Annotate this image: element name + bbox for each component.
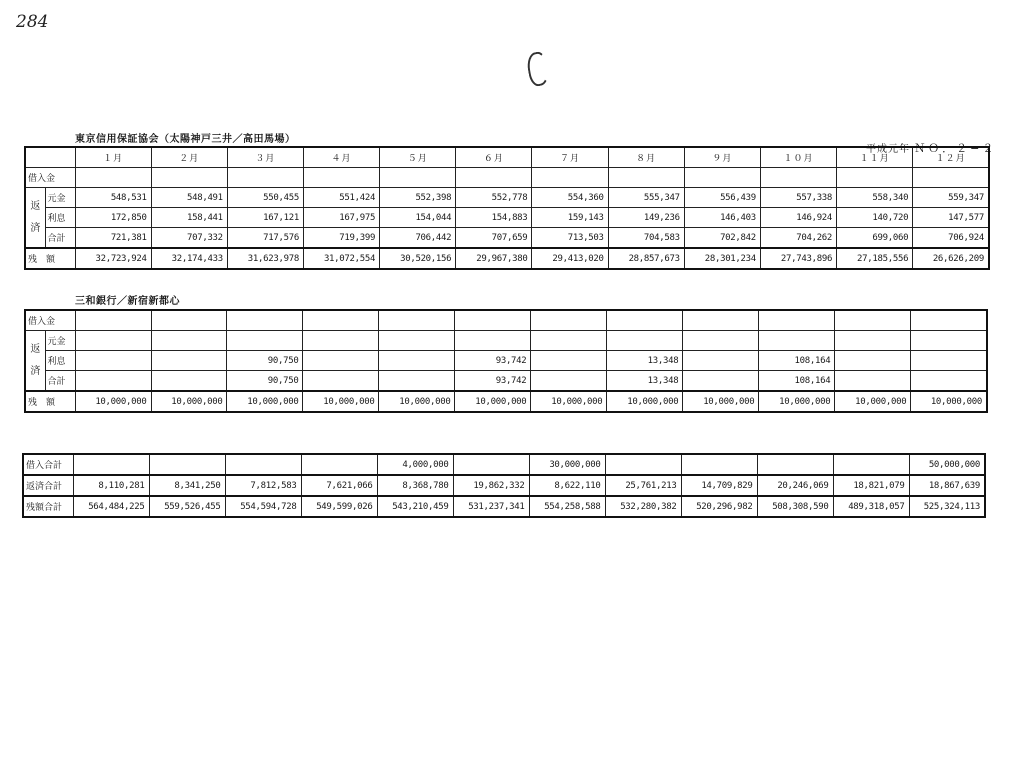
principal-cell-11 — [835, 331, 911, 351]
label-interest: 利息 — [45, 351, 75, 371]
balance-total-cell-10: 508,308,590 — [757, 496, 833, 517]
table-tokyo-credit — [24, 146, 990, 270]
balance-cell-3: 10,000,000 — [227, 391, 303, 412]
borrow-total-cell-8 — [605, 454, 681, 475]
principal-cell-3: 550,455 — [227, 188, 303, 208]
seal-mark — [525, 51, 551, 88]
month-header-2: ２月 — [151, 147, 227, 168]
borrow-total-cell-3 — [225, 454, 301, 475]
label-borrow: 借入金 — [25, 168, 75, 188]
subtotal-cell-2: 707,332 — [151, 228, 227, 249]
interest-cell-4 — [303, 351, 379, 371]
subtotal-cell-8: 13,348 — [607, 371, 683, 392]
month-header-3: ３月 — [227, 147, 303, 168]
table-header-row — [25, 147, 989, 168]
subtotal-cell-8: 704,583 — [608, 228, 684, 249]
balance-cell-11: 10,000,000 — [835, 391, 911, 412]
subtotal-cell-4: 719,399 — [303, 228, 379, 249]
borrow-cell-6 — [455, 310, 531, 331]
borrow-total-cell-9 — [681, 454, 757, 475]
principal-cell-2: 548,491 — [151, 188, 227, 208]
balance-total-cell-4: 549,599,026 — [301, 496, 377, 517]
repay-total-cell-4: 7,621,066 — [301, 475, 377, 496]
interest-cell-7 — [531, 351, 607, 371]
borrow-cell-3 — [227, 310, 303, 331]
interest-cell-7: 159,143 — [532, 208, 608, 228]
interest-cell-9: 146,403 — [684, 208, 760, 228]
principal-cell-6 — [455, 331, 531, 351]
balance-cell-6: 10,000,000 — [455, 391, 531, 412]
principal-cell-1 — [75, 331, 151, 351]
borrow-cell-4 — [303, 310, 379, 331]
subtotal-cell-12 — [911, 371, 987, 392]
repay-char-1: 返 — [30, 200, 41, 212]
subtotal-cell-11 — [835, 371, 911, 392]
balance-cell-1: 10,000,000 — [75, 391, 151, 412]
row-subtotal — [25, 228, 989, 249]
interest-cell-4: 167,975 — [303, 208, 379, 228]
interest-cell-9 — [683, 351, 759, 371]
section2-title: 三和銀行／新宿新都心 — [75, 296, 180, 307]
document-no: ＮＯ．２−２ — [914, 142, 997, 155]
row-interest — [25, 351, 987, 371]
month-header-11: １１月 — [837, 147, 913, 168]
balance-cell-5: 30,520,156 — [380, 248, 456, 269]
borrow-cell-10 — [760, 168, 836, 188]
borrow-cell-8 — [607, 310, 683, 331]
borrow-cell-4 — [303, 168, 379, 188]
label-balance: 残 額 — [25, 248, 75, 269]
balance-total-cell-11: 489,318,057 — [833, 496, 909, 517]
month-header-1: １月 — [75, 147, 151, 168]
borrow-cell-1 — [75, 310, 151, 331]
principal-cell-10 — [759, 331, 835, 351]
borrow-cell-7 — [532, 168, 608, 188]
borrow-cell-8 — [608, 168, 684, 188]
balance-total-cell-7: 554,258,588 — [529, 496, 605, 517]
interest-cell-1 — [75, 351, 151, 371]
repay-total-cell-11: 18,821,079 — [833, 475, 909, 496]
document-era: 平成元年 — [866, 144, 910, 155]
principal-cell-1: 548,531 — [75, 188, 151, 208]
repay-total-cell-7: 8,622,110 — [529, 475, 605, 496]
repay-total-cell-12: 18,867,639 — [909, 475, 985, 496]
repay-total-cell-8: 25,761,213 — [605, 475, 681, 496]
interest-cell-10: 146,924 — [760, 208, 836, 228]
month-header-8: ８月 — [608, 147, 684, 168]
balance-total-cell-1: 564,484,225 — [73, 496, 149, 517]
principal-cell-12 — [911, 331, 987, 351]
balance-cell-4: 31,072,554 — [303, 248, 379, 269]
balance-cell-5: 10,000,000 — [379, 391, 455, 412]
label-borrow: 借入金 — [25, 310, 75, 331]
repay-char-1: 返 — [30, 343, 41, 355]
borrow-total-cell-7: 30,000,000 — [529, 454, 605, 475]
label-repay-side — [25, 188, 45, 249]
balance-cell-4: 10,000,000 — [303, 391, 379, 412]
repay-total-cell-2: 8,341,250 — [149, 475, 225, 496]
principal-cell-7 — [531, 331, 607, 351]
principal-cell-11: 558,340 — [837, 188, 913, 208]
borrow-cell-11 — [835, 310, 911, 331]
table-sanwa-bank — [24, 309, 988, 413]
subtotal-cell-7 — [531, 371, 607, 392]
principal-cell-7: 554,360 — [532, 188, 608, 208]
month-header-10: １０月 — [760, 147, 836, 168]
borrow-cell-7 — [531, 310, 607, 331]
month-header-7: ７月 — [532, 147, 608, 168]
interest-cell-11 — [835, 351, 911, 371]
balance-cell-10: 10,000,000 — [759, 391, 835, 412]
month-header-4: ４月 — [303, 147, 379, 168]
subtotal-cell-12: 706,924 — [913, 228, 989, 249]
borrow-cell-5 — [380, 168, 456, 188]
interest-cell-3: 90,750 — [227, 351, 303, 371]
balance-total-cell-9: 520,296,982 — [681, 496, 757, 517]
label-subtotal: 合計 — [45, 228, 75, 249]
row-principal — [25, 188, 989, 208]
label-repay-side — [25, 331, 45, 392]
subtotal-cell-9 — [683, 371, 759, 392]
month-header-12: １２月 — [913, 147, 989, 168]
month-header-5: ５月 — [380, 147, 456, 168]
subtotal-cell-11: 699,060 — [837, 228, 913, 249]
balance-total-cell-6: 531,237,341 — [453, 496, 529, 517]
balance-cell-8: 10,000,000 — [607, 391, 683, 412]
borrow-cell-11 — [837, 168, 913, 188]
interest-cell-1: 172,850 — [75, 208, 151, 228]
label-subtotal: 合計 — [45, 371, 75, 392]
subtotal-cell-4 — [303, 371, 379, 392]
borrow-cell-2 — [151, 168, 227, 188]
month-header-9: ９月 — [684, 147, 760, 168]
repay-total-cell-10: 20,246,069 — [757, 475, 833, 496]
borrow-cell-12 — [911, 310, 987, 331]
borrow-total-cell-5: 4,000,000 — [377, 454, 453, 475]
subtotal-cell-1: 721,381 — [75, 228, 151, 249]
interest-cell-8: 149,236 — [608, 208, 684, 228]
balance-cell-11: 27,185,556 — [837, 248, 913, 269]
label-balance-total: 残額合計 — [23, 496, 73, 517]
borrow-cell-2 — [151, 310, 227, 331]
subtotal-cell-2 — [151, 371, 227, 392]
repay-total-cell-1: 8,110,281 — [73, 475, 149, 496]
subtotal-cell-10: 108,164 — [759, 371, 835, 392]
principal-cell-5 — [379, 331, 455, 351]
balance-cell-7: 10,000,000 — [531, 391, 607, 412]
row-borrow — [25, 310, 987, 331]
balance-total-cell-8: 532,280,382 — [605, 496, 681, 517]
interest-cell-12 — [911, 351, 987, 371]
principal-cell-4 — [303, 331, 379, 351]
balance-cell-2: 10,000,000 — [151, 391, 227, 412]
balance-cell-12: 26,626,209 — [913, 248, 989, 269]
balance-cell-8: 28,857,673 — [608, 248, 684, 269]
handwritten-page-number: 284 — [16, 12, 49, 32]
repay-total-cell-3: 7,812,583 — [225, 475, 301, 496]
principal-cell-10: 557,338 — [760, 188, 836, 208]
repay-total-cell-5: 8,368,780 — [377, 475, 453, 496]
month-header-6: ６月 — [456, 147, 532, 168]
label-balance: 残 額 — [25, 391, 75, 412]
principal-cell-8 — [607, 331, 683, 351]
borrow-cell-3 — [227, 168, 303, 188]
borrow-cell-12 — [913, 168, 989, 188]
borrow-cell-9 — [683, 310, 759, 331]
interest-cell-6: 93,742 — [455, 351, 531, 371]
principal-cell-3 — [227, 331, 303, 351]
row-borrow-total — [23, 454, 985, 475]
balance-cell-12: 10,000,000 — [911, 391, 987, 412]
principal-cell-9 — [683, 331, 759, 351]
balance-cell-1: 32,723,924 — [75, 248, 151, 269]
label-principal: 元金 — [45, 331, 75, 351]
repay-total-cell-9: 14,709,829 — [681, 475, 757, 496]
subtotal-cell-5 — [379, 371, 455, 392]
label-interest: 利息 — [45, 208, 75, 228]
row-balance — [25, 391, 987, 412]
row-principal — [25, 331, 987, 351]
label-principal: 元金 — [45, 188, 75, 208]
principal-cell-12: 559,347 — [913, 188, 989, 208]
balance-total-cell-12: 525,324,113 — [909, 496, 985, 517]
balance-cell-9: 28,301,234 — [684, 248, 760, 269]
borrow-total-cell-1 — [73, 454, 149, 475]
balance-total-cell-3: 554,594,728 — [225, 496, 301, 517]
principal-cell-2 — [151, 331, 227, 351]
label-borrow-total: 借入合計 — [23, 454, 73, 475]
interest-cell-2: 158,441 — [151, 208, 227, 228]
repay-char-2: 済 — [30, 365, 41, 377]
subtotal-cell-1 — [75, 371, 151, 392]
subtotal-cell-9: 702,842 — [684, 228, 760, 249]
repay-total-cell-6: 19,862,332 — [453, 475, 529, 496]
interest-cell-2 — [151, 351, 227, 371]
balance-cell-9: 10,000,000 — [683, 391, 759, 412]
interest-cell-6: 154,883 — [456, 208, 532, 228]
label-repay-total: 返済合計 — [23, 475, 73, 496]
interest-cell-8: 13,348 — [607, 351, 683, 371]
row-subtotal — [25, 371, 987, 392]
borrow-total-cell-6 — [453, 454, 529, 475]
interest-cell-3: 167,121 — [227, 208, 303, 228]
principal-cell-9: 556,439 — [684, 188, 760, 208]
borrow-total-cell-2 — [149, 454, 225, 475]
borrow-cell-1 — [75, 168, 151, 188]
balance-cell-3: 31,623,978 — [227, 248, 303, 269]
subtotal-cell-5: 706,442 — [380, 228, 456, 249]
balance-total-cell-2: 559,526,455 — [149, 496, 225, 517]
interest-cell-5: 154,044 — [380, 208, 456, 228]
balance-cell-7: 29,413,020 — [532, 248, 608, 269]
borrow-total-cell-12: 50,000,000 — [909, 454, 985, 475]
subtotal-cell-10: 704,262 — [760, 228, 836, 249]
borrow-cell-10 — [759, 310, 835, 331]
balance-total-cell-5: 543,210,459 — [377, 496, 453, 517]
row-borrow — [25, 168, 989, 188]
borrow-total-cell-4 — [301, 454, 377, 475]
table-totals — [22, 453, 986, 518]
interest-cell-5 — [379, 351, 455, 371]
repay-char-2: 済 — [30, 222, 41, 234]
subtotal-cell-6: 93,742 — [455, 371, 531, 392]
balance-cell-6: 29,967,380 — [456, 248, 532, 269]
balance-cell-10: 27,743,896 — [760, 248, 836, 269]
interest-cell-12: 147,577 — [913, 208, 989, 228]
borrow-total-cell-10 — [757, 454, 833, 475]
subtotal-cell-7: 713,503 — [532, 228, 608, 249]
section1-title: 東京信用保証協会（太陽神戸三井／高田馬場） — [75, 134, 296, 145]
principal-cell-4: 551,424 — [303, 188, 379, 208]
row-balance — [25, 248, 989, 269]
row-balance-total — [23, 496, 985, 517]
interest-cell-11: 140,720 — [837, 208, 913, 228]
subtotal-cell-3: 717,576 — [227, 228, 303, 249]
borrow-total-cell-11 — [833, 454, 909, 475]
principal-cell-6: 552,778 — [456, 188, 532, 208]
borrow-cell-5 — [379, 310, 455, 331]
interest-cell-10: 108,164 — [759, 351, 835, 371]
borrow-cell-6 — [456, 168, 532, 188]
borrow-cell-9 — [684, 168, 760, 188]
principal-cell-5: 552,398 — [380, 188, 456, 208]
subtotal-cell-6: 707,659 — [456, 228, 532, 249]
row-interest — [25, 208, 989, 228]
subtotal-cell-3: 90,750 — [227, 371, 303, 392]
balance-cell-2: 32,174,433 — [151, 248, 227, 269]
principal-cell-8: 555,347 — [608, 188, 684, 208]
row-repay-total — [23, 475, 985, 496]
header-blank-cell — [25, 147, 75, 168]
